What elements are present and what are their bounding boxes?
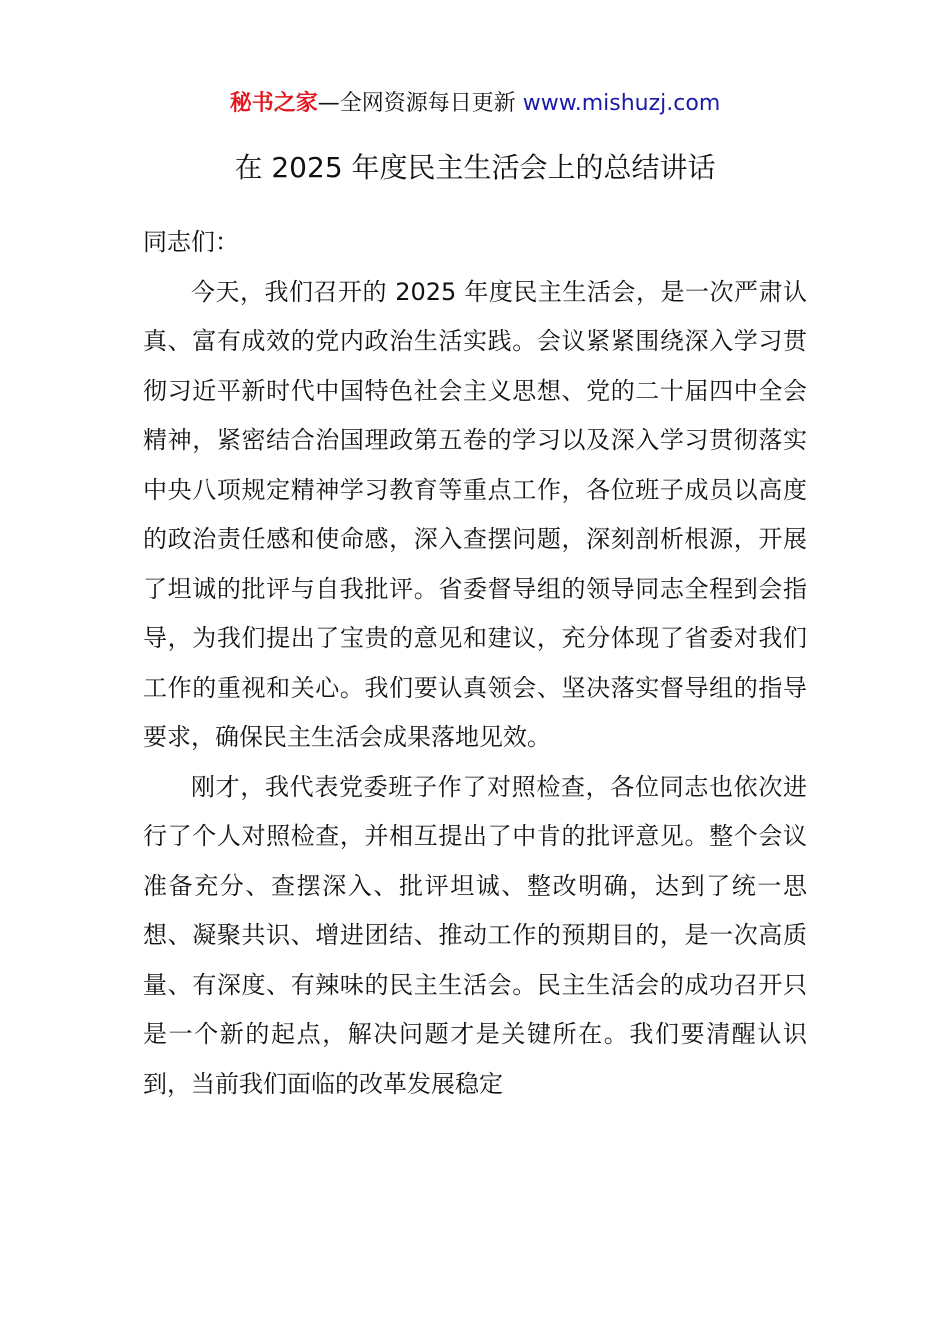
site-url-link[interactable]: www.mishuzj.com: [522, 91, 721, 116]
body-paragraph-2: 刚才，我代表党委班子作了对照检查，各位同志也依次进行了个人对照检查，并相互提出了中肯的批评意见。整个会议准备充分、查摆深入、批评坦诚、整改明确，达到了统一思想、凝聚共识、增进团结、推动工作的预期目的，是一次高质量、有深度、有辣味的民主生活会。民主生活会的成功召开只是一个新的起点，解决问题才是关键所在。我们要清醒认识到，当前我们面临的改革发展稳定: [143, 772, 807, 1098]
site-tagline: —全网资源每日更新: [317, 91, 523, 116]
salutation: 同志们：: [143, 228, 239, 256]
site-brand: 秘书之家: [229, 91, 318, 116]
site-header: [0, 86, 950, 122]
body-paragraph-1: 今天，我们召开的 2025 年度民主生活会，是一次严肃认真、富有成效的党内政治生活实践。会议紧紧围绕深入学习贯彻习近平新时代中国特色社会主义思想、党的二十届四中全会精神，紧密结合治国理政第五卷的学习以及深入学习贯彻落实中央八项规定精神学习教育等重点工作，各位班子成员以高度的政治责任感和使命感，深入查摆问题，深刻剖析根源，开展了坦诚的批评与自我批评。省委督导组的领导同志全程到会指导，为我们提出了宝贵的意见和建议，充分体现了省委对我们工作的重视和关心。我们要认真领会、坚决落实督导组的指导要求，确保民主生活会成果落地见效。: [143, 277, 807, 751]
document-title: 在 2025 年度民主生活会上的总结讲话: [234, 151, 716, 184]
document-body: [143, 218, 807, 1109]
